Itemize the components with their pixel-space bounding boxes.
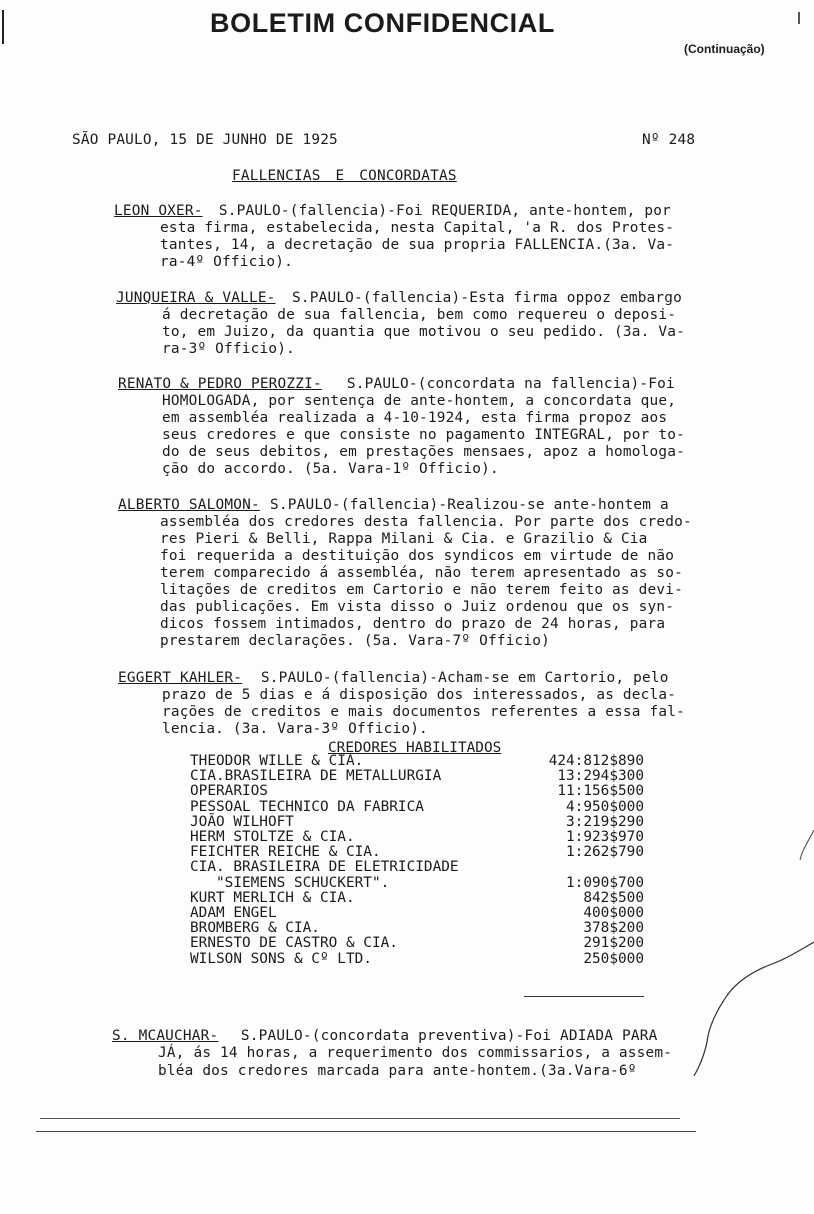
creditor-name: BROMBERG & CIA. — [190, 920, 320, 937]
entry-line: S.PAULO-(fallencia)-Acham-se em Cartorio, pelo — [252, 670, 669, 686]
entry-line: res Pieri & Belli, Rappa Milani & Cia. e Grazilio & Cia — [160, 531, 648, 547]
entry-line: esta firma, estabelecida, nesta Capital, 'a R. dos Protes- — [160, 220, 675, 236]
entry-line: JÁ, ás 14 horas, a requerimento dos commissarios, a assem- — [158, 1045, 673, 1061]
entry-name: RENATO & PEDRO PEROZZI- — [118, 376, 322, 392]
page-title: BOLETIM CONFIDENCIAL — [210, 8, 555, 38]
creditor-row — [190, 906, 644, 921]
entry-line: rações de creditos e mais documentos referentes a essa fal- — [162, 704, 685, 720]
total-rule — [524, 996, 644, 997]
creditor-name: KURT MERLICH & CIA. — [190, 889, 355, 906]
creditor-name: PESSOAL TECHNICO DA FABRICA — [190, 798, 424, 815]
creditor-row — [190, 800, 644, 815]
creditor-name: "SIEMENS SCHUCKERT". — [190, 874, 390, 891]
creditor-row — [190, 815, 644, 830]
entry-line: bléa dos credores marcada para ante-hontem.(3a.Vara-6º — [158, 1063, 637, 1079]
creditor-row — [190, 754, 644, 769]
creditor-name: FEICHTER REICHE & CIA. — [190, 844, 381, 861]
entry-line: tantes, 14, a decretação de sua propria FALLENCIA.(3a. Va- — [160, 237, 675, 253]
entry-line: S.PAULO-(fallencia)-Esta firma oppoz embargo — [292, 290, 683, 306]
creditor-name: HERM STOLTZE & CIA. — [190, 829, 355, 846]
entry-line: das publicações. Em vista disso o Juiz ordenou que os syn- — [160, 599, 675, 615]
entry-line: á decretação de sua fallencia, bem como requereu o deposi- — [162, 307, 677, 323]
entry-line: S.PAULO-(concordata preventiva)-Foi ADIADA PARA — [232, 1028, 658, 1044]
creditor-amount: 1:262$790 — [566, 844, 644, 861]
scan-line — [40, 1118, 680, 1119]
binding-mark — [798, 12, 800, 24]
entry-name: S. MCAUCHAR- — [112, 1028, 219, 1044]
creditor-amount: 11:156$500 — [557, 783, 644, 800]
entry-line: dicos fossem intimados, dentro do prazo de 24 horas, para — [160, 616, 666, 632]
creditors-table — [190, 754, 644, 967]
entry-line: ra-3º Officio). — [162, 341, 295, 357]
entry-line: ra-4º Officio). — [160, 254, 293, 270]
creditor-row — [190, 936, 644, 951]
creditor-amount: 13:294$300 — [557, 768, 644, 785]
creditor-amount: 842$500 — [583, 889, 644, 906]
creditor-name: ERNESTO DE CASTRO & CIA. — [190, 935, 398, 952]
creditor-amount: 3:219$290 — [566, 813, 644, 830]
entry-line: prazo de 5 dias e á disposição dos interessados, as decla- — [162, 687, 677, 703]
entry-line: litações de creditos em Cartorio e não terem feito as devi- — [160, 582, 683, 598]
entry-name: ALBERTO SALOMON- — [118, 497, 260, 513]
entry-line: em assembléa realizada a 4-10-1924, esta firma propoz aos — [162, 410, 668, 426]
place-date: SÃO PAULO, 15 DE JUNHO DE 1925 — [72, 132, 338, 148]
paper-tear-mark — [690, 830, 814, 1080]
entry-line: assembléa dos credores desta fallencia. Por parte dos credo- — [160, 514, 692, 530]
creditor-amount: 400$000 — [583, 905, 644, 922]
creditor-row — [190, 921, 644, 936]
entry-line: seus credores e que consiste no pagamento INTEGRAL, por to- — [162, 427, 685, 443]
creditor-name: OPERARIOS — [190, 783, 268, 800]
creditor-amount — [520, 860, 644, 875]
creditor-row — [190, 784, 644, 799]
entry-line: S.PAULO-(concordata na fallencia)-Foi — [338, 376, 675, 392]
continuation-note: (Continuação) — [684, 42, 765, 56]
entry-line: lencia. (3a. Vara-3º Officio). — [162, 721, 428, 737]
creditor-row — [190, 860, 644, 875]
entry-line: terem comparecido á assembléa, não terem apresentado as so- — [160, 565, 683, 581]
entry-name: EGGERT KAHLER- — [118, 670, 243, 686]
entry-line: foi requerida a destituição dos syndicos em virtude de não — [160, 548, 675, 564]
creditor-row — [190, 845, 644, 860]
creditor-name: THEODOR WILLE & CIA. — [190, 753, 364, 769]
entry-name: LEON OXER- — [114, 203, 203, 219]
creditor-row — [190, 891, 644, 906]
creditor-name: CIA. BRASILEIRA DE ELETRICIDADE — [190, 859, 459, 876]
entry-line: do de seus debitos, em prestações mensaes, apoz a homologa- — [162, 444, 685, 460]
bulletin-number: Nº 248 — [642, 132, 696, 148]
entry-line: prestarem declarações. (5a. Vara-7º Officio) — [160, 633, 551, 649]
creditor-amount: 1:923$970 — [566, 829, 644, 846]
entry-line: S.PAULO-(fallencia)-Foi REQUERIDA, ante-hontem, por — [210, 203, 671, 219]
entry-line: to, em Juizo, da quantia que motivou o seu pedido. (3a. Va- — [162, 324, 685, 340]
creditors-heading: CREDORES HABILITADOS — [328, 740, 502, 756]
scan-line — [36, 1131, 696, 1132]
creditor-amount: 424:812$890 — [548, 753, 644, 769]
creditor-name: CIA.BRASILEIRA DE METALLURGIA — [190, 768, 442, 785]
entry-name: JUNQUEIRA & VALLE- — [116, 290, 276, 306]
creditor-amount: 1:090$700 — [566, 874, 644, 891]
creditor-name: JOÃO WILHOFT — [190, 813, 294, 830]
creditor-row — [190, 769, 644, 784]
creditor-row — [190, 830, 644, 845]
creditor-name: WILSON SONS & Cº LTD. — [190, 950, 372, 967]
creditor-amount: 378$200 — [583, 920, 644, 937]
creditor-amount: 250$000 — [583, 950, 644, 967]
binding-mark — [2, 10, 4, 44]
entry-line: HOMOLOGADA, por sentença de ante-hontem, a concordata que, — [162, 393, 677, 409]
creditor-amount: 4:950$000 — [566, 798, 644, 815]
entry-line: ção do accordo. (5a. Vara-1º Officio). — [162, 461, 499, 477]
creditor-amount: 291$200 — [583, 935, 644, 952]
creditor-row — [190, 876, 644, 891]
section-title: FALLENCIAS E CONCORDATAS — [232, 168, 457, 184]
creditor-name: ADAM ENGEL — [190, 905, 277, 922]
entry-line: S.PAULO-(fallencia)-Realizou-se ante-hontem a — [270, 497, 669, 513]
creditor-row — [190, 952, 644, 967]
